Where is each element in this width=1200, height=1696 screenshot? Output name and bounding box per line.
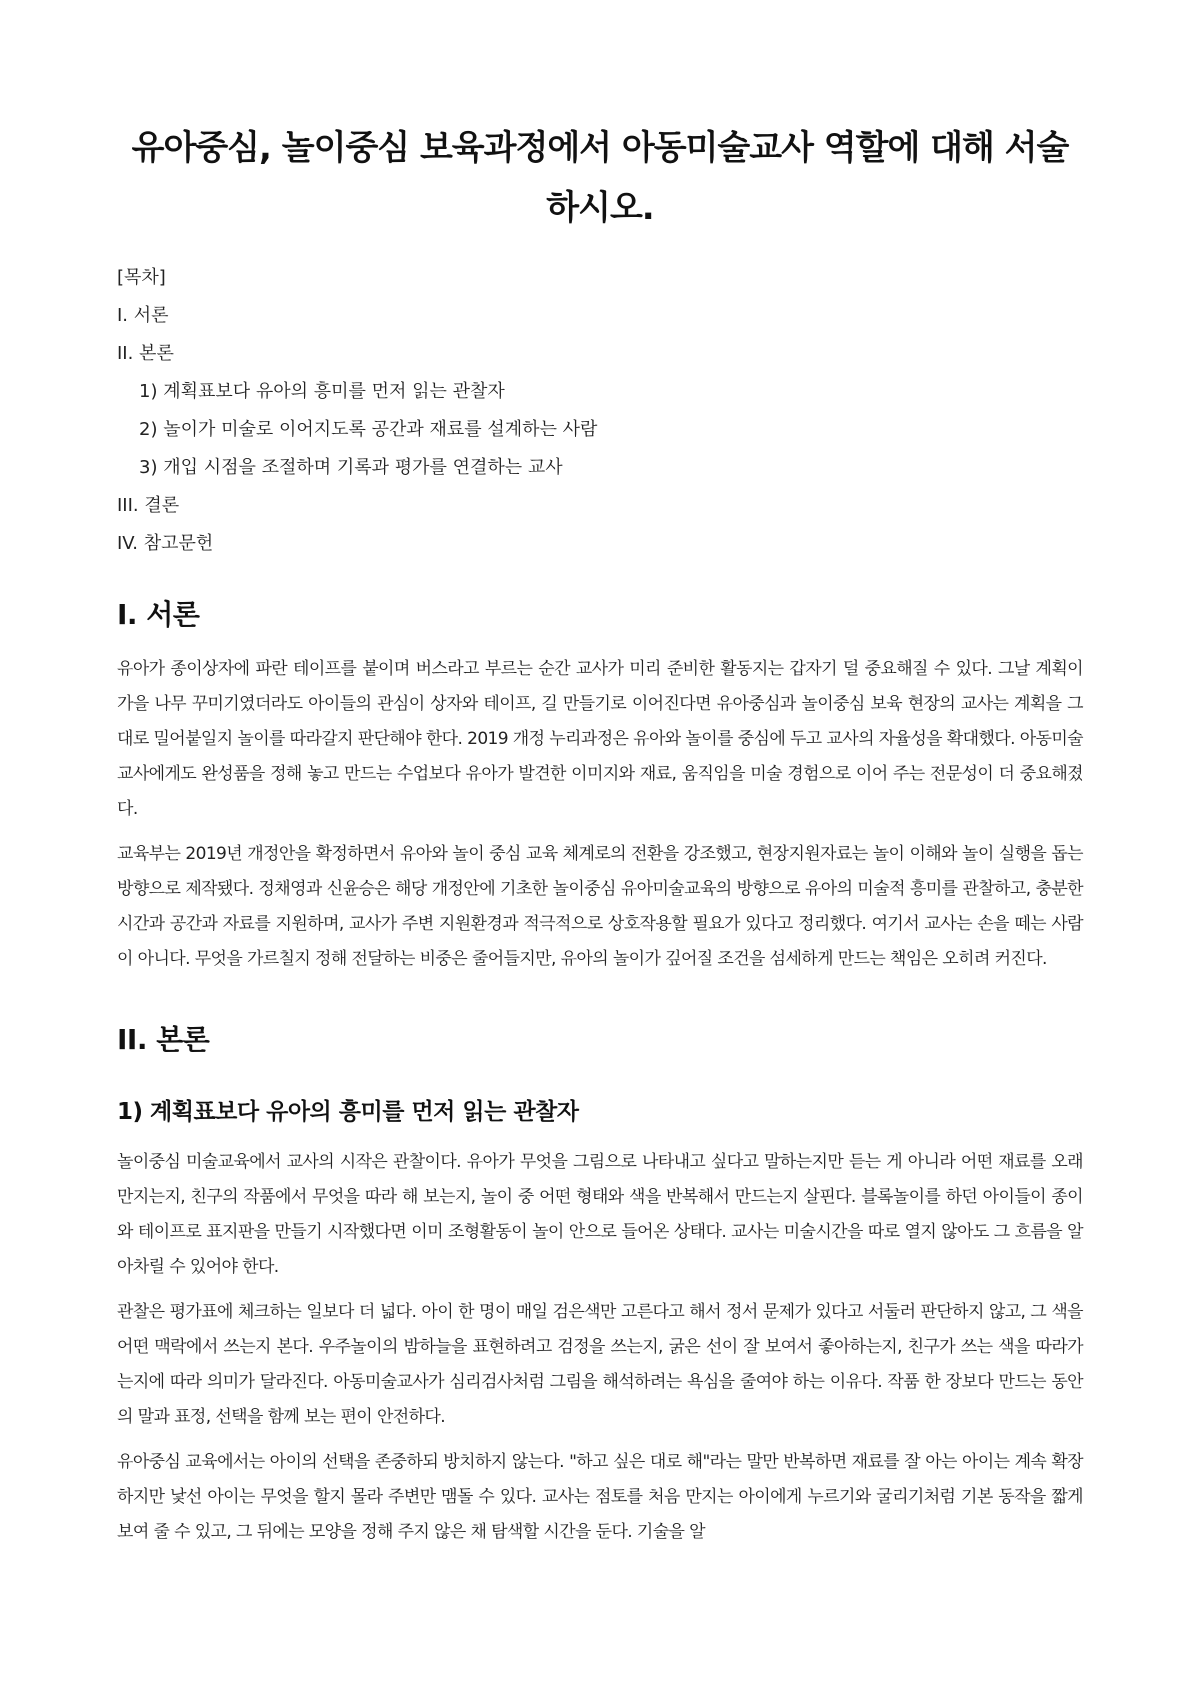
intro-paragraph-1: 유아가 종이상자에 파란 테이프를 붙이며 버스라고 부르는 순간 교사가 미리 준비한 활동지는 갑자기 덜 중요해질 수 있다. 그날 계획이 가을 나무 꾸미기였더라도 아이들의 관심이 상자와 테이프, 길 만들기로 이어진다면 유아중심과 놀이중심 보육 현장의 교사는 계획을 그대로 밀어붙일지 놀이를 따라갈지 판단해야 한다. 2019 개정 누리과정은 유아와 놀이를 중심에 두고 교사의 자율성을 확대했다. 아동미술교사에게도 완성품을 정해 놓고 만드는 수업보다 유아가 발견한 이미지와 재료, 움직임을 미술 경험으로 이어 주는 전문성이 더 중요해졌다. <box>117 659 1083 819</box>
observer-paragraph-1: 놀이중심 미술교육에서 교사의 시작은 관찰이다. 유아가 무엇을 그림으로 나타내고 싶다고 말하는지만 듣는 게 아니라 어떤 재료를 오래 만지는지, 친구의 작품에서 무엇을 따라 해 보는지, 놀이 중 어떤 형태와 색을 반복해서 만드는지 살핀다. 블록놀이를 하던 아이들이 종이와 테이프로 표지판을 만들기 시작했다면 이미 조형활동이 놀이 안으로 들어온 상태다. 교사는 미술시간을 따로 열지 않아도 그 흐름을 알아차릴 수 있어야 한다. <box>117 1152 1083 1277</box>
observer-paragraph-3: 유아중심 교육에서는 아이의 선택을 존중하되 방치하지 않는다. "하고 싶은 대로 해"라는 말만 반복하면 재료를 잘 아는 아이는 계속 확장하지만 낯선 아이는 무엇을 할지 몰라 주변만 맴돌 수 있다. 교사는 점토를 처음 만지는 아이에게 누르기와 굴리기처럼 기본 동작을 짧게 보여 줄 수 있고, 그 뒤에는 모양을 정해 주지 않은 채 탐색할 시간을 둔다. 기술을 알 <box>117 1452 1083 1542</box>
toc-item-body-2: 2) 놀이가 미술로 이어지도록 공간과 재료를 설계하는 사람 <box>139 419 598 440</box>
toc-item-body: II. 본론 <box>117 343 174 364</box>
document-title: 유아중심, 놀이중심 보육과정에서 아동미술교사 역할에 대해 서술하시오. <box>131 128 1069 228</box>
document-page <box>117 118 1083 1560</box>
section-heading-body: II. 본론 <box>117 1023 210 1056</box>
toc-item-body-3: 3) 개입 시점을 조절하며 기록과 평가를 연결하는 교사 <box>139 457 563 478</box>
toc-item-body-1: 1) 계획표보다 유아의 흥미를 먼저 읽는 관찰자 <box>139 381 505 402</box>
table-of-contents <box>117 266 1083 556</box>
section-heading-intro: I. 서론 <box>117 598 200 631</box>
observer-paragraph-2: 관찰은 평가표에 체크하는 일보다 더 넓다. 아이 한 명이 매일 검은색만 고른다고 해서 정서 문제가 있다고 서둘러 판단하지 않고, 그 색을 어떤 맥락에서 쓰는지 본다. 우주놀이의 밤하늘을 표현하려고 검정을 쓰는지, 굵은 선이 잘 보여서 좋아하는지, 친구가 쓰는 색을 따라가는지에 따라 의미가 달라진다. 아동미술교사가 심리검사처럼 그림을 해석하려는 욕심을 줄여야 하는 이유다. 작품 한 장보다 만드는 동안의 말과 표정, 선택을 함께 보는 편이 안전하다. <box>117 1302 1083 1427</box>
toc-heading: [목차] <box>117 267 166 288</box>
subsection-heading-observer: 1) 계획표보다 유아의 흥미를 먼저 읽는 관찰자 <box>117 1099 579 1125</box>
toc-item-intro: I. 서론 <box>117 305 169 326</box>
toc-item-conclusion: III. 결론 <box>117 495 180 516</box>
intro-paragraph-2: 교육부는 2019년 개정안을 확정하면서 유아와 놀이 중심 교육 체계로의 전환을 강조했고, 현장지원자료는 놀이 이해와 놀이 실행을 돕는 방향으로 제작됐다. 정채영과 신윤승은 해당 개정안에 기초한 놀이중심 유아미술교육의 방향으로 유아의 미술적 흥미를 관찰하고, 충분한 시간과 공간과 자료를 지원하며, 교사가 주변 지원환경과 적극적으로 상호작용할 필요가 있다고 정리했다. 여기서 교사는 손을 떼는 사람이 아니다. 무엇을 가르칠지 정해 전달하는 비중은 줄어들지만, 유아의 놀이가 깊어질 조건을 섬세하게 만드는 책임은 오히려 커진다. <box>117 844 1083 969</box>
toc-item-references: IV. 참고문헌 <box>117 533 214 554</box>
